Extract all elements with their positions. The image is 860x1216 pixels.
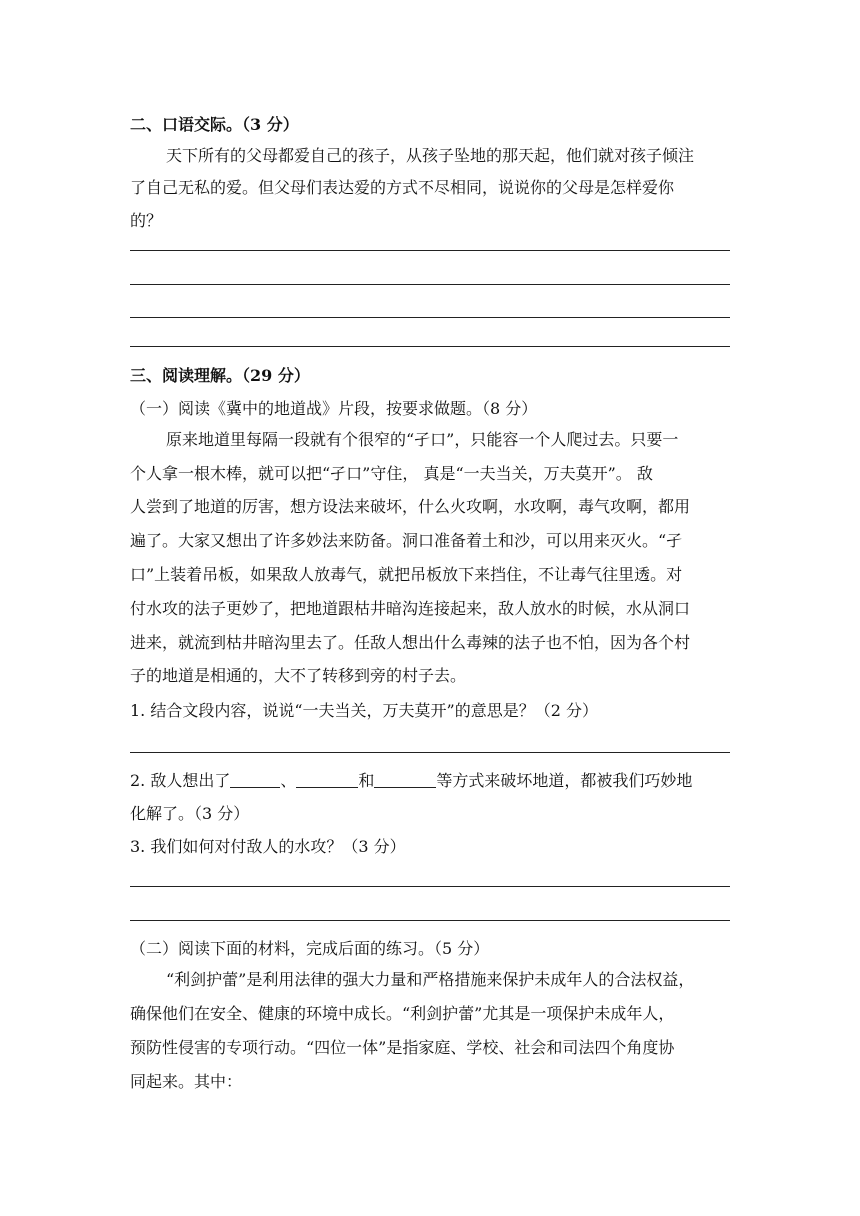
passage-line: 遍了。大家又想出了许多妙法来防备。洞口准备着土和沙，可以用来灭火。“孑 xyxy=(130,531,683,550)
prompt-line-2: 了自己无私的爱。但父母们表达爱的方式不尽相同，说说你的父母是怎样爱你 xyxy=(130,178,675,197)
answer-line[interactable] xyxy=(130,284,730,285)
section-heading-reading: 三、阅读理解。（29 分） xyxy=(130,366,310,385)
q2-sep2: 和 xyxy=(358,771,375,790)
answer-line-q3[interactable] xyxy=(130,886,730,887)
passage-line: 人尝到了地道的厉害，想方设法来破坏，什么火攻啊，水攻啊，毒气攻啊，都用 xyxy=(130,497,691,516)
question-2 xyxy=(130,771,692,791)
prompt-line-1: 天下所有的父母都爱自己的孩子，从孩子坠地的那天起，他们就对孩子倾注 xyxy=(166,146,695,165)
passage-line: 付水攻的法子更妙了，把地道跟枯井暗沟连接起来，敌人放水的时候，水从洞口 xyxy=(130,599,691,618)
question-2-line-2: 化解了。（3 分） xyxy=(130,804,250,823)
q2-sep1: 、 xyxy=(280,771,297,790)
question-1: 1. 结合文段内容，说说“一夫当关，万夫莫开”的意思是？（2 分） xyxy=(130,701,598,720)
part2-title: （二）阅读下面的材料，完成后面的练习。（5 分） xyxy=(130,939,490,958)
passage2-line: “利剑护蕾”是利用法律的强大力量和严格措施来保护未成年人的合法权益， xyxy=(166,970,695,989)
answer-line-q3[interactable] xyxy=(130,920,730,921)
passage-line: 原来地道里每隔一段就有个很窄的“孑口”，只能容一个人爬过去。只要一 xyxy=(166,430,679,449)
answer-line[interactable] xyxy=(130,317,730,318)
answer-line[interactable] xyxy=(130,346,730,347)
fill-blank-1[interactable] xyxy=(230,771,280,788)
q2-start: 2. 敌人想出了 xyxy=(130,771,231,790)
fill-blank-2[interactable] xyxy=(296,771,358,788)
passage-line: 进来，就流到枯井暗沟里去了。任敌人想出什么毒辣的法子也不怕，因为各个村 xyxy=(130,633,691,652)
fill-blank-3[interactable] xyxy=(374,771,436,788)
passage2-line: 确保他们在安全、健康的环境中成长。“利剑护蕾”尤其是一项保护未成年人， xyxy=(130,1004,675,1023)
prompt-line-3: 的？ xyxy=(130,211,163,230)
answer-line-q1[interactable] xyxy=(130,752,730,753)
section-heading-oral: 二、口语交际。（3 分） xyxy=(130,115,299,134)
passage-line: 子的地道是相通的，大不了转移到旁的村子去。 xyxy=(130,666,467,685)
passage2-line: 预防性侵害的专项行动。“四位一体”是指家庭、学校、社会和司法四个角度协 xyxy=(130,1038,675,1057)
question-3: 3. 我们如何对付敌人的水攻？（3 分） xyxy=(130,837,406,856)
passage-line: 个人拿一根木棒，就可以把“孑口”守住， 真是“一夫当关，万夫莫开”。 敌 xyxy=(130,464,653,483)
q2-end: 等方式来破坏地道，都被我们巧妙地 xyxy=(436,771,693,790)
part1-title: （一）阅读《冀中的地道战》片段，按要求做题。（8 分） xyxy=(130,399,538,418)
passage2-line: 同起来。其中： xyxy=(130,1072,243,1091)
passage-line: 口”上装着吊板，如果敌人放毒气，就把吊板放下来挡住，不让毒气往里透。对 xyxy=(130,565,683,584)
answer-line[interactable] xyxy=(130,250,730,251)
